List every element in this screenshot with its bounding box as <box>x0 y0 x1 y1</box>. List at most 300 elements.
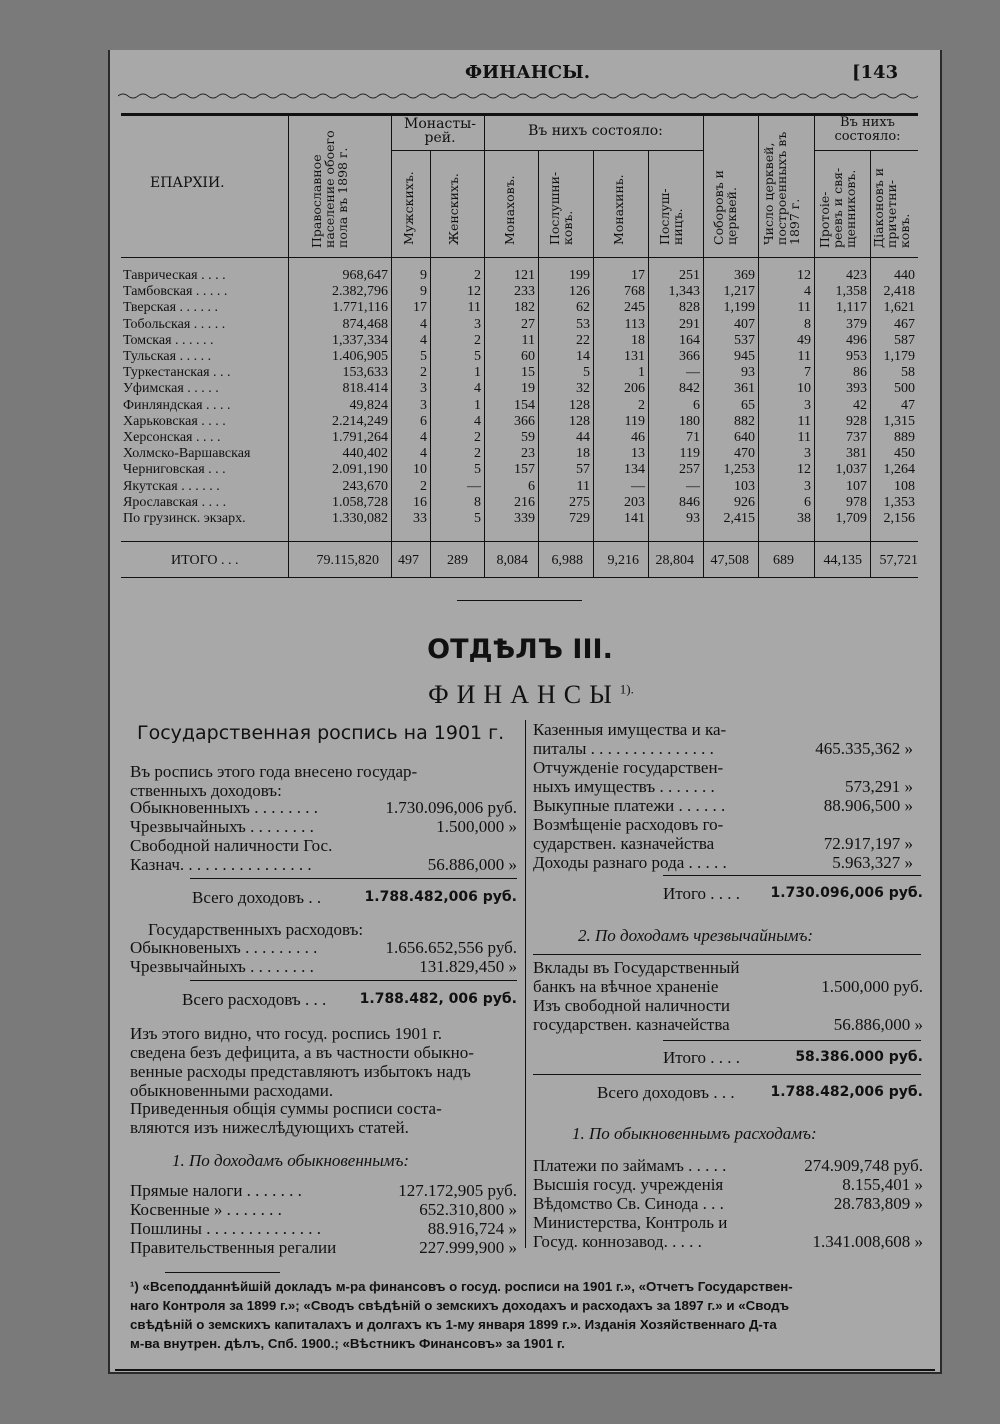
total-value: 47,508 <box>710 553 749 568</box>
item-value: 131.829,450 » <box>419 957 517 976</box>
cell-value: 60 <box>521 349 535 365</box>
cell-value: 1,217 <box>723 284 755 300</box>
grand-total <box>533 1083 923 1102</box>
cell-value: 1,264 <box>883 462 915 478</box>
item-label: Доходы разнаго рода . . . . . <box>533 853 727 872</box>
cell-value: 369 <box>734 268 755 284</box>
cell-value: 2 <box>474 268 481 284</box>
cell-value: 27 <box>521 316 535 332</box>
cell-value: 33 <box>413 510 427 526</box>
cell-value: 103 <box>734 478 755 494</box>
total-value: 497 <box>398 553 419 568</box>
cell-value: 65 <box>741 397 755 413</box>
cell-value: 2 <box>474 332 481 348</box>
cell-value: 14 <box>576 349 590 365</box>
list-item <box>130 938 517 957</box>
cell-value: 251 <box>679 268 700 284</box>
cell-value: 42 <box>853 397 867 413</box>
list-item <box>533 1213 923 1232</box>
cell-value: 11 <box>521 332 535 348</box>
cell-value: 233 <box>514 284 535 300</box>
expense-intro: Государственныхъ расходовъ: <box>148 920 364 939</box>
cell-value: 206 <box>624 381 645 397</box>
table-row <box>121 300 918 316</box>
itogo1-value: 1.730.096,006 руб. <box>770 885 923 901</box>
cell-value: 216 <box>514 494 535 510</box>
text-line: сведена безъ дефицита, а въ частности обыкно- <box>130 1043 474 1062</box>
list-item <box>533 796 913 815</box>
item-label: Косвенные » . . . . . . . <box>130 1200 282 1219</box>
eparkhia-name: Якутская . . . . . . <box>123 478 220 494</box>
item-value: 127.172,905 руб. <box>398 1181 517 1200</box>
item-label: Обыкновенныхъ . . . . . . . . <box>130 798 318 817</box>
eparkhia-name: По грузинск. экзарх. <box>123 510 246 526</box>
total-value: 28,804 <box>655 553 694 568</box>
footnote <box>130 1278 925 1354</box>
item-label: Казнач. . . . . . . . . . . . . . . . <box>130 855 312 874</box>
item-value: 274.909,748 руб. <box>804 1156 923 1175</box>
cell-value: 1,037 <box>835 462 867 478</box>
cell-value: 1 <box>638 365 645 381</box>
cell-value: 4 <box>420 332 427 348</box>
list-item <box>130 1181 517 1200</box>
cell-value: 17 <box>413 300 427 316</box>
note-mark: 1). <box>619 681 634 697</box>
list-item <box>533 739 913 758</box>
cell-value: — <box>631 478 645 494</box>
cell-value: 128 <box>569 397 590 413</box>
item-label: государствен. казначейства <box>533 1015 730 1034</box>
cell-value: 393 <box>846 381 867 397</box>
cell-value: 180 <box>679 413 700 429</box>
cell-value: 4 <box>474 381 481 397</box>
cell-value: 818.414 <box>342 381 388 397</box>
total-value: 57,721 <box>879 553 918 568</box>
item-label: Свободной наличности Гос. <box>130 836 333 855</box>
text-line: ¹) «Всеподданнѣйшій докладъ м-ра финансовъ о госуд. росписи на 1901 г.», «Отчетъ Государствен- <box>130 1279 793 1294</box>
total-value: 289 <box>447 553 468 568</box>
cell-value: 2.382,796 <box>332 284 388 300</box>
cell-value: 157 <box>514 462 535 478</box>
cell-value: 407 <box>734 316 755 332</box>
itogo2-label: Итого . . . . <box>663 1048 741 1067</box>
subtitle-text: ФИНАНСЫ <box>428 680 620 709</box>
cell-value: 108 <box>894 478 915 494</box>
cell-value: 126 <box>569 284 590 300</box>
total-value: 6,988 <box>551 553 583 568</box>
text-line: Изъ этого видно, что госуд. роспись 1901 г. <box>130 1024 443 1043</box>
eparkhia-name: Тульская . . . . . <box>123 349 212 365</box>
col-eparkhii: ЕПАРХІИ. <box>150 175 225 191</box>
sub1-list <box>130 1181 517 1257</box>
text-line: наго Контроля за 1899 г.»; «Сводъ свѣдѣній о земскихъ доходахъ и расходахъ за 1897 г.» и «Сводъ <box>130 1298 790 1313</box>
cell-value: 11 <box>467 300 481 316</box>
cell-value: 8 <box>474 494 481 510</box>
cell-value: 2,415 <box>723 510 755 526</box>
item-value: 88.916,724 » <box>427 1219 517 1238</box>
cell-value: 11 <box>576 478 590 494</box>
sub-heading-2: 2. По доходамъ чрезвычайнымъ: <box>578 926 814 945</box>
item-label: Отчужденіе государствен- <box>533 758 724 777</box>
cell-value: 450 <box>894 446 915 462</box>
cell-value: 1,117 <box>836 300 867 316</box>
eparkhia-name: Таврическая . . . . <box>123 268 226 284</box>
cell-value: 1,315 <box>883 413 915 429</box>
col-novices-m: Послушни- ковъ. <box>547 171 575 245</box>
cell-value: 11 <box>797 429 811 445</box>
table-row <box>121 414 918 430</box>
cell-value: 11 <box>797 349 811 365</box>
cell-value: 4 <box>420 429 427 445</box>
total-value: 8,084 <box>496 553 528 568</box>
cell-value: 4 <box>420 316 427 332</box>
cell-value: 1,709 <box>835 510 867 526</box>
cell-value: 874,468 <box>342 316 388 332</box>
table-row <box>121 430 918 446</box>
cell-value: 366 <box>679 349 700 365</box>
list-item <box>533 958 923 977</box>
table-row <box>121 333 918 349</box>
cell-value: 57 <box>576 462 590 478</box>
cell-value: 361 <box>734 381 755 397</box>
cell-value: 3 <box>420 381 427 397</box>
eparkhia-name: Тобольская . . . . . <box>123 316 226 332</box>
col-priests: Протоіе- реевъ и свя- щенниковъ. <box>817 167 858 248</box>
item-label: питалы . . . . . . . . . . . . . . . <box>533 739 714 758</box>
cell-value: 2 <box>474 446 481 462</box>
item-label: Чрезвычайныхъ . . . . . . . . <box>130 817 314 836</box>
item-label: Правительственныя регалии <box>130 1238 337 1257</box>
list-item <box>130 855 517 874</box>
cell-value: 1,199 <box>723 300 755 316</box>
cell-value: 2 <box>420 365 427 381</box>
cell-value: 3 <box>420 397 427 413</box>
itogo-2 <box>533 1048 923 1067</box>
cell-value: 5 <box>583 365 590 381</box>
item-value: 465.335,362 » <box>815 739 913 758</box>
text-line: ственныхъ доходовъ: <box>130 781 282 800</box>
cell-value: 737 <box>846 429 867 445</box>
col-monks: Монаховъ. <box>502 175 517 245</box>
total-value: 689 <box>773 553 794 568</box>
cell-value: 5 <box>474 510 481 526</box>
cell-value: 23 <box>521 446 535 462</box>
income-total <box>130 888 517 907</box>
section-title: ОТДѢЛЪ III. <box>427 634 613 665</box>
diocese-table <box>121 268 918 527</box>
table-row <box>121 268 918 284</box>
item-label: сударствен. казначейства <box>533 834 715 853</box>
eparkhia-name: Тамбовская . . . . . <box>123 284 228 300</box>
item-value: 573,291 » <box>845 777 913 796</box>
col-novices-f: Послуш- ницъ. <box>657 188 685 245</box>
cell-value: 128 <box>569 413 590 429</box>
cell-value: 46 <box>631 429 645 445</box>
eparkhia-name: Херсонская . . . . <box>123 429 221 445</box>
cell-value: 47 <box>901 397 915 413</box>
cell-value: 93 <box>741 365 755 381</box>
cell-value: 18 <box>631 332 645 348</box>
cell-value: 11 <box>797 413 811 429</box>
cell-value: 182 <box>514 300 535 316</box>
paragraph-2 <box>130 1099 517 1137</box>
item-value: 1.656.652,556 руб. <box>385 938 517 957</box>
item-value: 56.886,000 » <box>427 855 517 874</box>
income-cont-list <box>533 720 913 872</box>
cell-value: 2,156 <box>883 510 915 526</box>
cell-value: 3 <box>804 446 811 462</box>
eparkhia-name: Харьковская . . . . <box>123 413 226 429</box>
table-row <box>121 398 918 414</box>
item-value: 5.963,327 » <box>832 853 913 872</box>
cell-value: 846 <box>679 494 700 510</box>
section-subtitle <box>0 680 1000 710</box>
cell-value: 1,337,334 <box>332 332 388 348</box>
eparkhia-name: Финляндская . . . . <box>123 397 231 413</box>
income-list <box>130 798 517 874</box>
list-item <box>533 1175 923 1194</box>
eparkhia-name: Уфимская . . . . . <box>123 381 219 397</box>
cell-value: 18 <box>576 446 590 462</box>
item-label: Прямые налоги . . . . . . . <box>130 1181 302 1200</box>
cell-value: 1.058,728 <box>332 494 388 510</box>
cell-value: 1.791,264 <box>332 429 388 445</box>
eparkhia-name: Томская . . . . . . <box>123 332 214 348</box>
cell-value: 6 <box>528 478 535 494</box>
item-label: Изъ свободной наличности <box>533 996 730 1015</box>
table-row <box>121 349 918 365</box>
cell-value: 4 <box>804 284 811 300</box>
item-value: 227.999,900 » <box>419 1238 517 1257</box>
cell-value: 882 <box>734 413 755 429</box>
cell-value: 17 <box>631 268 645 284</box>
eparkhia-name: Черниговская . . . <box>123 462 226 478</box>
cell-value: 9 <box>420 268 427 284</box>
cell-value: 49,824 <box>349 397 388 413</box>
total-value: 44,135 <box>823 553 862 568</box>
total-value: 9,216 <box>607 553 639 568</box>
cell-value: 38 <box>797 510 811 526</box>
text-line: м-ва внутрен. дѣлъ, Спб. 1900.; «Вѣстникъ Финансовъ» за 1901 г. <box>130 1336 565 1351</box>
cell-value: 537 <box>734 332 755 348</box>
cell-value: 496 <box>846 332 867 348</box>
cell-value: 729 <box>569 510 590 526</box>
col-population: Православное население обоего пола въ 1898 г. <box>309 130 350 248</box>
cell-value: 62 <box>576 300 590 316</box>
cell-value: 275 <box>569 494 590 510</box>
cell-value: 467 <box>894 316 915 332</box>
cell-value: — <box>686 478 700 494</box>
text-line: обыкновенными расходами. <box>130 1081 334 1100</box>
sub-heading-1: 1. По доходамъ обыкновеннымъ: <box>172 1151 410 1170</box>
cell-value: 59 <box>521 429 535 445</box>
cell-value: 1,253 <box>723 462 755 478</box>
cell-value: 257 <box>679 462 700 478</box>
cell-value: 2.214,249 <box>332 413 388 429</box>
cell-value: — <box>467 478 481 494</box>
col-male: Мужскихъ. <box>401 171 416 245</box>
cell-value: 107 <box>846 478 867 494</box>
cell-value: 381 <box>846 446 867 462</box>
table-row <box>121 478 918 494</box>
item-label: Вклады въ Государственный <box>533 958 740 977</box>
cell-value: 119 <box>624 413 645 429</box>
expense-total-label: Всего расходовъ . . . <box>182 990 327 1009</box>
cell-value: 245 <box>624 300 645 316</box>
itogo-1 <box>533 884 923 903</box>
item-label: Казенныя имущества и ка- <box>533 720 727 739</box>
total-label: ИТОГО . . . <box>171 553 239 568</box>
left-heading: Государственная роспись на 1901 г. <box>137 722 505 744</box>
sub-heading-3: 1. По обыкновеннымъ расходамъ: <box>572 1124 817 1143</box>
cell-value: 926 <box>734 494 755 510</box>
item-label: Министерства, Контроль и <box>533 1213 728 1232</box>
cell-value: 3 <box>474 316 481 332</box>
cell-value: 131 <box>624 349 645 365</box>
cell-value: 11 <box>797 300 811 316</box>
cell-value: 587 <box>894 332 915 348</box>
list-item <box>533 996 923 1015</box>
cell-value: — <box>686 365 700 381</box>
cell-value: 2,418 <box>883 284 915 300</box>
cell-value: 3 <box>804 478 811 494</box>
list-item <box>130 1219 517 1238</box>
total-value: 79.115,820 <box>316 553 379 568</box>
paragraph-1 <box>130 1024 517 1100</box>
cell-value: 470 <box>734 446 755 462</box>
cell-value: 423 <box>846 268 867 284</box>
cell-value: 1.330,082 <box>332 510 388 526</box>
grand-label: Всего доходовъ . . . <box>597 1083 735 1102</box>
cell-value: 8 <box>804 316 811 332</box>
list-item <box>533 815 913 834</box>
cell-value: 153,633 <box>342 365 388 381</box>
cell-value: 2 <box>638 397 645 413</box>
eparkhia-name: Туркестанская . . . <box>123 365 231 381</box>
cell-value: 71 <box>686 429 700 445</box>
cell-value: 199 <box>569 268 590 284</box>
text-line: Приведенныя общія суммы росписи соста- <box>130 1099 442 1118</box>
item-value: 1.500,000 руб. <box>821 977 923 996</box>
cell-value: 768 <box>624 284 645 300</box>
table-row <box>121 511 918 527</box>
col-deacons: Діаконовъ и причетни- ковъ. <box>871 167 912 248</box>
eparkhia-name: Ярославская . . . . <box>123 494 227 510</box>
cell-value: 113 <box>624 316 645 332</box>
list-item <box>533 1156 923 1175</box>
cell-value: 164 <box>679 332 700 348</box>
itogo1-label: Итого . . . . <box>663 884 741 903</box>
group-clergy: Въ нихъ состояло: <box>834 115 901 144</box>
income-total-label: Всего доходовъ . . <box>192 888 322 907</box>
cell-value: 5 <box>474 349 481 365</box>
cell-value: 121 <box>514 268 535 284</box>
item-value: 1.730.096,006 руб. <box>385 798 517 817</box>
expense-total-value: 1.788.482, 006 руб. <box>359 991 517 1007</box>
cell-value: 2 <box>420 478 427 494</box>
list-item <box>130 1200 517 1219</box>
cell-value: 440 <box>894 268 915 284</box>
cell-value: 203 <box>624 494 645 510</box>
item-label: Обыкновеныхъ . . . . . . . . . <box>130 938 318 957</box>
list-item <box>533 1194 923 1213</box>
item-label: Возмѣщеніе расходовъ го- <box>533 815 724 834</box>
table-row <box>121 446 918 462</box>
col-nuns: Монахинь. <box>611 174 626 245</box>
cell-value: 889 <box>894 429 915 445</box>
cell-value: 16 <box>413 494 427 510</box>
cell-value: 1,621 <box>883 300 915 316</box>
eparkhia-name: Тверская . . . . . . <box>123 300 219 316</box>
cell-value: 154 <box>514 397 535 413</box>
cell-value: 928 <box>846 413 867 429</box>
cell-value: 640 <box>734 429 755 445</box>
table-row <box>121 462 918 478</box>
table-row <box>121 284 918 300</box>
cell-value: 12 <box>797 462 811 478</box>
cell-value: 842 <box>679 381 700 397</box>
cell-value: 1,343 <box>668 284 700 300</box>
text-line: венные расходы представляютъ избытокъ надъ <box>130 1062 471 1081</box>
list-item <box>130 1238 517 1257</box>
left-intro <box>130 762 517 800</box>
item-value: 652.310,800 » <box>419 1200 517 1219</box>
cell-value: 4 <box>420 446 427 462</box>
cell-value: 3 <box>804 397 811 413</box>
item-label: Госуд. коннозавод. . . . . <box>533 1232 702 1251</box>
extra-income-list <box>533 958 923 1034</box>
wavy-rule <box>118 92 918 100</box>
table-row <box>121 495 918 511</box>
item-label: Пошлины . . . . . . . . . . . . . . <box>130 1219 321 1238</box>
cell-value: 22 <box>576 332 590 348</box>
eparkhia-name: Холмско-Варшавская <box>123 446 251 462</box>
income-total-value: 1.788.482,006 руб. <box>364 889 517 905</box>
group-monasteries: Монасты- рей. <box>404 116 476 146</box>
item-value: 56.886,000 » <box>833 1015 923 1034</box>
cell-value: 32 <box>576 381 590 397</box>
list-item <box>533 977 923 996</box>
cell-value: 379 <box>846 316 867 332</box>
cell-value: 10 <box>413 462 427 478</box>
list-item <box>130 836 517 855</box>
cell-value: 2 <box>474 429 481 445</box>
cell-value: 134 <box>624 462 645 478</box>
col-churches: Соборовъ и церквей. <box>711 170 739 245</box>
cell-value: 6 <box>693 397 700 413</box>
header-title: ФИНАНСЫ. <box>465 62 590 83</box>
item-label: Вѣдомство Св. Синода . . . <box>533 1194 724 1213</box>
cell-value: 440,402 <box>342 446 388 462</box>
cell-value: 10 <box>797 381 811 397</box>
cell-value: 4 <box>474 413 481 429</box>
text-line: вляются изъ нижеслѣдующихъ статей. <box>130 1118 409 1137</box>
cell-value: 49 <box>797 332 811 348</box>
cell-value: 15 <box>521 365 535 381</box>
cell-value: 141 <box>624 510 645 526</box>
cell-value: 1 <box>474 365 481 381</box>
item-label: Высшія госуд. учрежденія <box>533 1175 724 1194</box>
cell-value: 58 <box>901 365 915 381</box>
col-built: Число церквей, построенныхъ въ 1897 г. <box>761 131 802 245</box>
cell-value: 291 <box>679 316 700 332</box>
cell-value: 968,647 <box>342 268 388 284</box>
cell-value: 945 <box>734 349 755 365</box>
list-item <box>533 777 913 796</box>
cell-value: 366 <box>514 413 535 429</box>
list-item <box>533 720 913 739</box>
item-value: 1.341.008,608 » <box>812 1232 923 1251</box>
